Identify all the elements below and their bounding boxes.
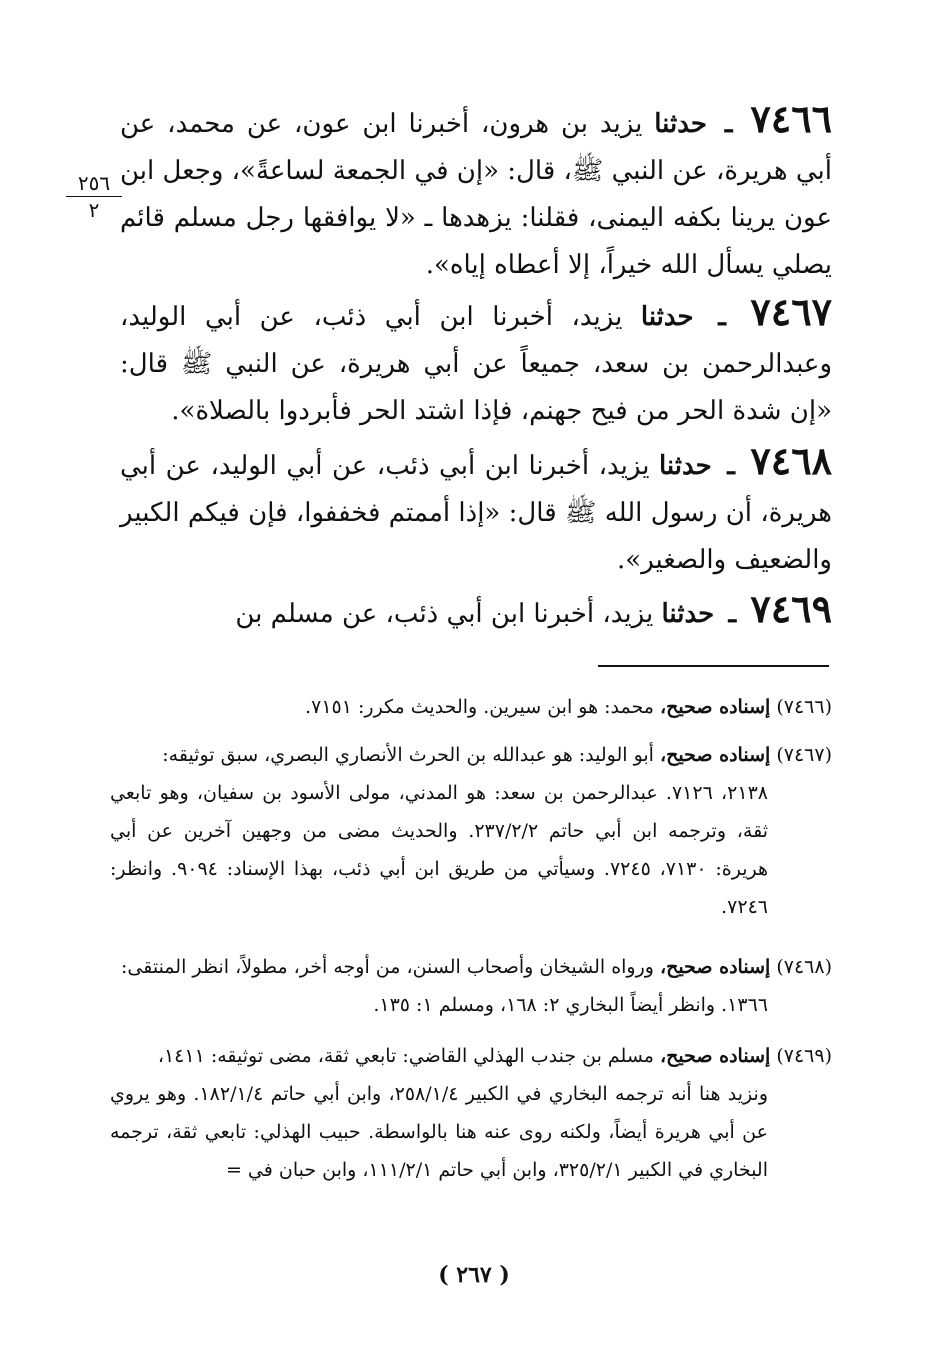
- hadith-number: ٧٤٦٧: [750, 289, 833, 334]
- margin-page-reference: [66, 172, 122, 221]
- hadith-7466: [120, 95, 832, 289]
- hadith-dash: ـ: [727, 451, 735, 481]
- footnote-grade: إسناده صحيح،: [660, 696, 771, 718]
- footnote-7469: [110, 1037, 832, 1189]
- footnote-text: ورواه الشيخان وأصحاب السنن، من أوجه أخر، مطولاً، انظر المنتقى:: [120, 956, 654, 978]
- footnote-separator: [598, 665, 829, 667]
- hadith-text: يزيد، أخبرنا ابن أبي ذئب، عن أبي الوليد، عن أبي هريرة، أن رسول الله ﷺ قال: «إذا أممتم فخففوا، فإن فيكم الكبير والضعيف والصغير».: [120, 451, 832, 575]
- hadith-text: يزيد بن هرون، أخبرنا ابن عون، عن محمد، عن أبي هريرة، عن النبي ﷺ، قال: «إن في الجمعة لساعةً»، وجعل ابن عون يرينا بكفه اليمنى، فقلنا: يزهدها ـ «لا يوافقها رجل مسلم قائم يصلي يسأل الله خيراً، إلا أعطاه إياه».: [120, 109, 832, 280]
- margin-reference-top: ٢٥٦: [66, 172, 122, 197]
- footnote-grade: إسناده صحيح،: [660, 956, 771, 978]
- footnote-grade: إسناده صحيح،: [660, 744, 771, 766]
- footnote-text: مسلم بن جندب الهذلي القاضي: تابعي ثقة، مضى توثيقه: ١٤١١،: [157, 1045, 654, 1067]
- footnote-ref: (٧٤٦٧): [776, 744, 832, 766]
- hadith-keyword: حدثنا: [658, 451, 712, 481]
- footnote-ref: (٧٤٦٦): [776, 696, 832, 718]
- hadith-7468: [120, 437, 832, 584]
- footnote-text: محمد: هو ابن سيرين. والحديث مكرر: ٧١٥١.: [305, 696, 654, 718]
- hadith-7469: [120, 585, 832, 638]
- hadith-number: ٧٤٦٦: [750, 96, 833, 141]
- footnote-continuation: ٢١٣٨، ٧١٢٦. عبدالرحمن بن سعد: هو المدني، مولى الأسود بن سفيان، وهو تابعي ثقة، وترجمه ابن أبي حاتم ٢٣٧/٢/٢. والحديث مضى من وجهين آخرين عن أبي هريرة: ٧١٣٠، ٧٢٤٥. وسيأتي من طريق ابن أبي ذئب، بهذا الإسناد: ٩٠٩٤. وانظر: ٧٢٤٦.: [110, 782, 768, 918]
- footnote-ref: (٧٤٦٨): [776, 956, 832, 978]
- hadith-dash: ـ: [724, 109, 733, 139]
- hadith-7467: [120, 288, 832, 435]
- hadith-keyword: حدثنا: [654, 109, 707, 139]
- footnote-7466: [110, 688, 832, 726]
- hadith-text: يزيد، أخبرنا ابن أبي ذئب، عن أبي الوليد، وعبدالرحمن بن سعد، جميعاً عن أبي هريرة، عن النبي ﷺ قال: «إن شدة الحر من فيح جهنم، فإذا اشتد الحر فأبردوا بالصلاة».: [120, 302, 832, 426]
- hadith-dash: ـ: [728, 599, 737, 629]
- footnote-continuation: ١٣٦٦. وانظر أيضاً البخاري ٢: ١٦٨، ومسلم ١: ١٣٥.: [373, 994, 768, 1016]
- footnote-grade: إسناده صحيح،: [660, 1045, 771, 1067]
- footnote-text: أبو الوليد: هو عبدالله بن الحرث الأنصاري البصري، سبق توثيقه:: [162, 744, 654, 766]
- hadith-keyword: حدثنا: [640, 302, 694, 332]
- hadith-keyword: حدثنا: [661, 599, 715, 629]
- footnote-ref: (٧٤٦٩): [776, 1045, 832, 1067]
- hadith-text: يزيد، أخبرنا ابن أبي ذئب، عن مسلم بن: [235, 599, 654, 629]
- hadith-number: ٧٤٦٨: [750, 438, 833, 483]
- hadith-dash: ـ: [718, 302, 726, 332]
- footnote-7467: [110, 736, 832, 926]
- page-number: ( ٢٦٧ ): [438, 1262, 510, 1288]
- footnote-7468: [110, 948, 832, 1024]
- hadith-number: ٧٤٦٩: [750, 586, 832, 631]
- margin-reference-bottom: ٢: [88, 198, 100, 222]
- footnote-continuation: ونزيد هنا أنه ترجمه البخاري في الكبير ٢٥٨/١/٤، وابن أبي حاتم ١٨٢/١/٤. وهو يروي عن أبي هريرة أيضاً، ولكنه روى عنه هنا بالواسطة. حبيب الهذلي: تابعي ثقة، ترجمه البخاري في الكبير ٣٢٥/٢/١، وابن أبي حاتم ١١١/٢/١، وابن حبان في =: [110, 1083, 768, 1181]
